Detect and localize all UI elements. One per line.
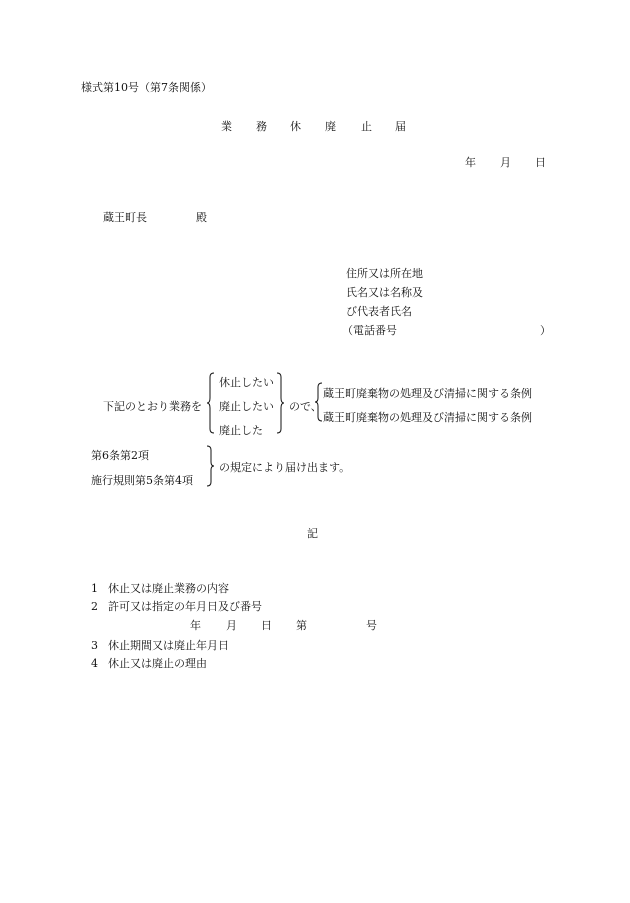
title-char: 止 — [361, 120, 372, 133]
article-brace — [205, 445, 215, 487]
title-char: 届 — [395, 120, 406, 133]
statement-prefix: 下記のとおり業務を — [103, 400, 202, 413]
date-year: 年 — [465, 156, 476, 169]
permit-year: 年 — [190, 619, 201, 632]
address-label: 住所又は所在地 — [346, 267, 423, 280]
statement-connector: ので、 — [289, 400, 322, 413]
ki-heading: 記 — [307, 527, 318, 540]
article-reference-1: 第6条第2項 — [91, 449, 149, 462]
title-char: 休 — [290, 120, 301, 133]
ordinance-line-2: 蔵王町廃棄物の処理及び清掃に関する条例 — [323, 411, 532, 424]
date-month: 月 — [500, 156, 511, 169]
item-text: 休止又は廃止の理由 — [108, 657, 207, 670]
item-number: 3 — [91, 639, 98, 652]
item-number: 2 — [91, 600, 98, 613]
name-label-line1: 氏名又は名称及 — [346, 286, 423, 299]
option-suspend: 休止したい — [219, 376, 274, 389]
statement-suffix: の規定により届け出ます。 — [219, 461, 351, 474]
permit-month: 月 — [226, 619, 237, 632]
phone-label: （電話番号 — [342, 324, 397, 337]
permit-day: 日 — [261, 619, 272, 632]
item-text: 休止又は廃止業務の内容 — [108, 582, 229, 595]
permit-go: 号 — [366, 619, 377, 632]
option-abolish-wish: 廃止したい — [219, 400, 274, 413]
article-reference-2: 施行規則第5条第4項 — [91, 474, 193, 487]
item-number: 4 — [91, 657, 98, 670]
addressee-honorific: 殿 — [196, 211, 207, 224]
phone-close-paren: ） — [540, 324, 551, 337]
name-label-line2: び代表者氏名 — [346, 305, 412, 318]
title-char: 廃 — [325, 120, 336, 133]
form-number: 様式第10号（第7条関係） — [81, 81, 212, 94]
title-char: 業 — [221, 120, 232, 133]
option-abolished: 廃止した — [219, 424, 263, 437]
item-number: 1 — [91, 582, 98, 595]
right-brace — [275, 372, 285, 434]
left-brace — [206, 372, 216, 434]
permit-dai: 第 — [296, 619, 307, 632]
ordinance-line-1: 蔵王町廃棄物の処理及び清掃に関する条例 — [323, 387, 532, 400]
title-char: 務 — [256, 120, 267, 133]
item-text: 許可又は指定の年月日及び番号 — [108, 600, 262, 613]
item-text: 休止期間又は廃止年月日 — [108, 639, 229, 652]
date-day: 日 — [535, 156, 546, 169]
addressee-name: 蔵王町長 — [103, 211, 147, 224]
